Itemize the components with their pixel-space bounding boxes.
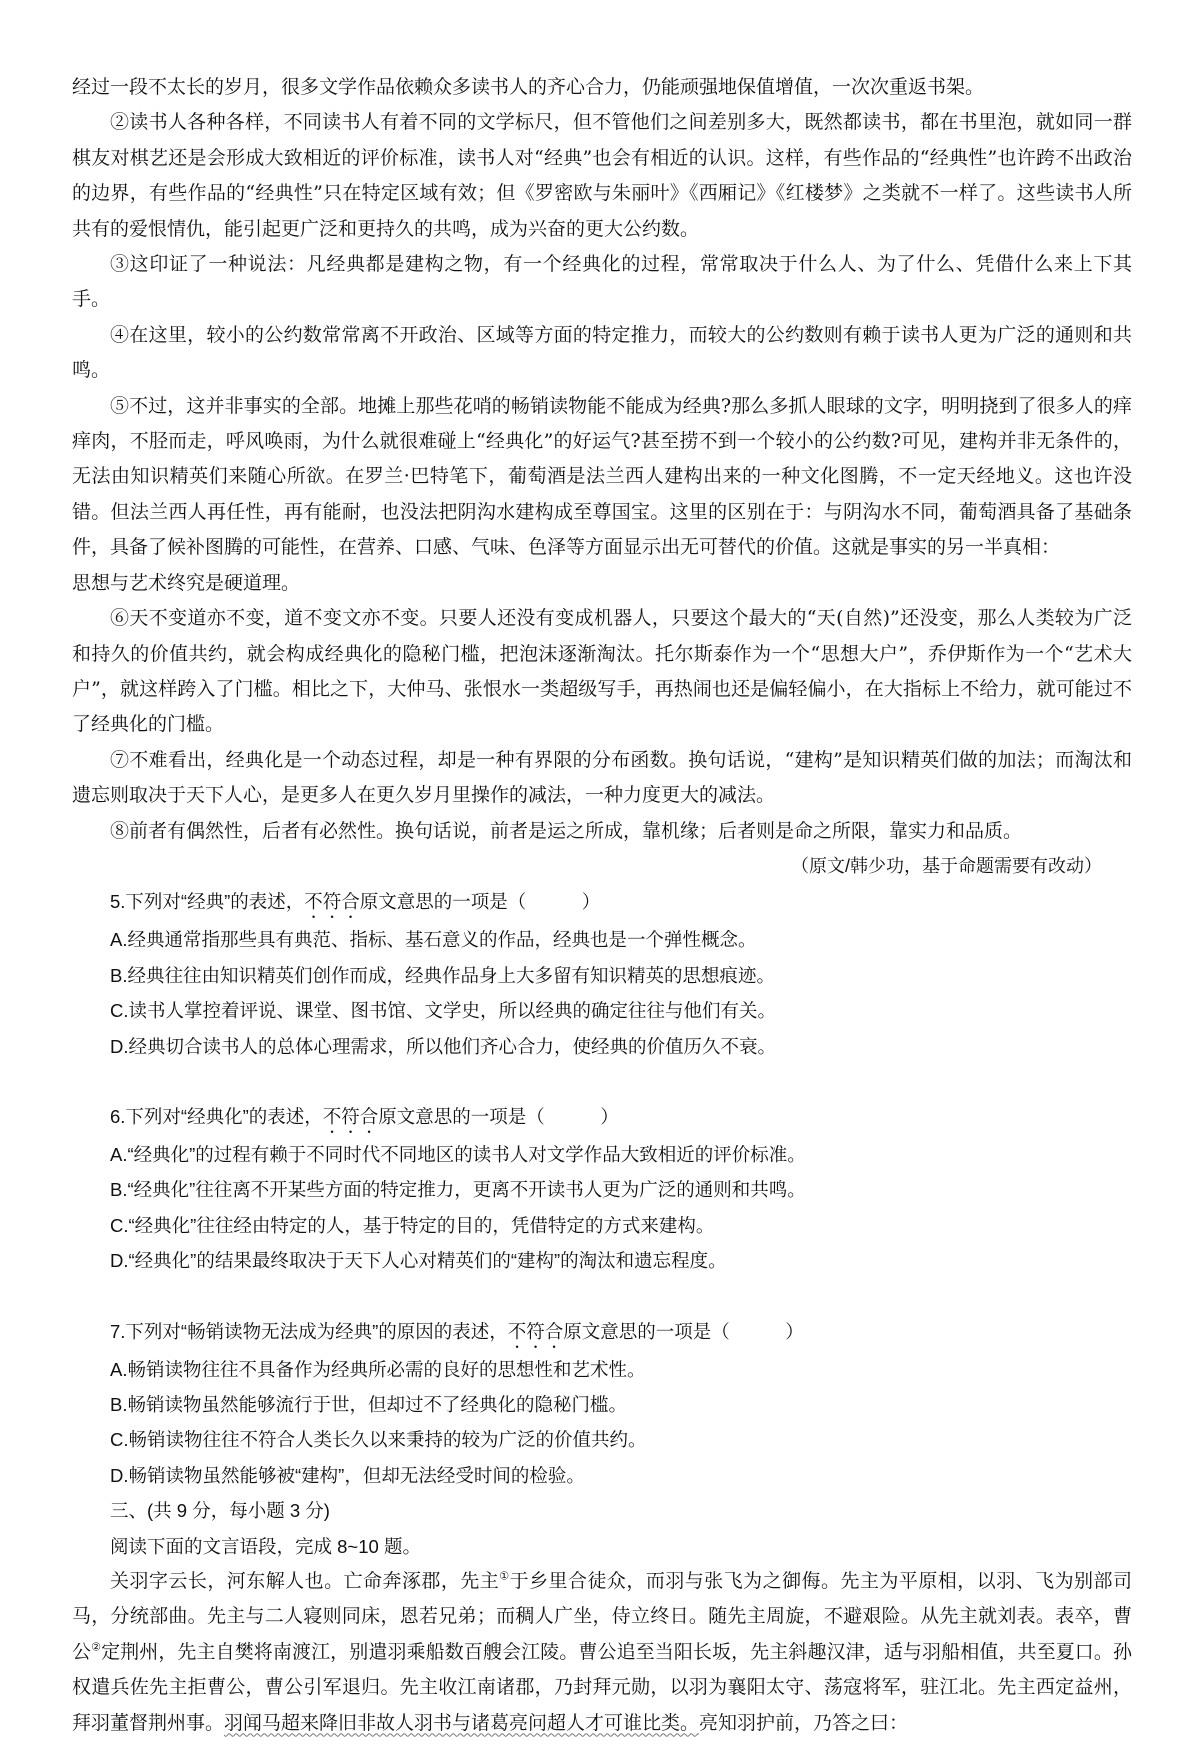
question-6-option-b: B.“经典化”往往离不开某些方面的特定推力，更离不开读书人更为广泛的通则和共鸣。 [110, 1179, 806, 1201]
passage-source: （原文/韩少功，基于命题需要有改动） [791, 855, 1102, 876]
spacer [72, 1064, 1132, 1099]
question-5-option-a: A.经典通常指那些具有典范、指标、基石意义的作品，经典也是一个弹性概念。 [110, 929, 757, 951]
passage-paragraph-8: ⑧前者有偶然性，后者有必然性。换句话说，前者是运之所成，靠机缘；后者则是命之所限，靠实力和品质。 [110, 819, 1023, 842]
classical-text-3: 定荆州，先主自樊将南渡江，别遣羽乘船数百艘会江陵。曹公追至当阳长坂，先主斜趣汉津，适与羽船相值，共至夏口。孙权遣兵佐先主拒曹公，曹公引军退归。先主收江南诸郡，乃封拜元勋，以羽为襄阳太守、荡寇将军，驻江北。先主西定益州，拜羽董督荆州事。 [72, 1640, 1132, 1734]
passage-paragraph-5-tail: 思想与艺术终究是硬道理。 [72, 571, 301, 594]
question-7 [72, 1314, 1132, 1494]
footnote-marker-1: ① [499, 1569, 510, 1583]
question-7-stem [72, 1314, 1132, 1352]
classical-passage [72, 1564, 1132, 1741]
question-6 [72, 1099, 1132, 1279]
question-7-option-c: C.畅销读物往往不符合人类长久以来秉持的较为广泛的价值共约。 [110, 1429, 647, 1451]
classical-text-2: 于乡里合徒众，而羽与张飞为之御侮。先主为平原相，以羽、飞为别部司马，分统部曲。先主与二人寝则同床，恩若兄弟；而稠人广坐，侍立终日。随先主周旋，不避艰险。从先主就刘表。表卒，曹公 [72, 1570, 1132, 1663]
passage-paragraph-5: ⑤不过，这并非事实的全部。地摊上那些花哨的畅销读物能不能成为经典?那么多抓人眼球的文字，明明挠到了很多人的痒痒肉，不胫而走，呼风唤雨，为什么就很难碰上“经典化”的好运气?甚至捞不到一个较小的公约数?可见，建构并非无条件的，无法由知识精英们来随心所欲。在罗兰·巴特笔下，葡萄酒是法兰西人建构出来的一种文化图腾，不一定天经地义。这也许没错。但法兰西人再任性，再有能耐，也没法把阴沟水建构成至尊国宝。这里的区别在于：与阴沟水不同，葡萄酒具备了基础条件，具备了候补图腾的可能性，在营养、口感、气味、色泽等方面显示出无可替代的价值。这就是事实的另一半真相： [72, 394, 1132, 559]
passage-intro-line: 经过一段不太长的岁月，很多文学作品依赖众多读书人的齐心合力，仍能顽强地保值增值，一次次重返书架。 [72, 76, 985, 98]
classical-text-4: 亮知羽护前，乃答之曰： [699, 1711, 909, 1734]
question-5-option-c: C.读书人掌控着评说、课堂、图书馆、文学史，所以经典的确定往往与他们有关。 [110, 1000, 777, 1022]
passage-paragraph-2: ②读书人各种各样，不同读书人有着不同的文学标尺，但不管他们之间差别多大，既然都读书，都在书里泡，就如同一群棋友对棋艺还是会形成大致相近的评价标准，读书人对“经典”也会有相近的认识。这样，有些作品的“经典性”也许跨不出政治的边界，有些作品的“经典性”只在特定区域有效；但《罗密欧与朱丽叶》《西厢记》《红楼梦》之类就不一样了。这些读书人所共有的爱恨情仇，能引起更广泛和更持久的共鸣，成为兴奋的更大公约数。 [72, 111, 1132, 240]
question-7-option-d: D.畅销读物虽然能够被“建构”，但却无法经受时间的检验。 [110, 1464, 585, 1486]
question-5-option-b: B.经典往往由知识精英们创作而成，经典作品身上大多留有知识精英的思想痕迹。 [110, 964, 775, 986]
passage-paragraph-4: ④在这里，较小的公约数常常离不开政治、区域等方面的特定推力，而较大的公约数则有赖于读书人更为广泛的通则和共鸣。 [72, 323, 1132, 382]
question-5-stem-end: 原文意思的一项是（ ） [359, 891, 601, 913]
question-7-emphasis: 不符合 [507, 1320, 564, 1342]
passage-paragraph-6: ⑥天不变道亦不变，道不变文亦不变。只要人还没有变成机器人，只要这个最大的“天(自然)”还没变，那么人类较为广泛和持久的价值共约，就会构成经典化的隐秘门槛，把泡沫逐渐淘汰。托尔斯泰作为一个“思想大户”，乔伊斯作为一个“艺术大户”，就这样跨入了门槛。相比之下，大仲马、张恨水一类超级写手，再热闹也还是偏轻偏小，在大指标上不给力，就可能过不了经典化的门槛。 [72, 607, 1132, 736]
question-6-option-a: A.“经典化”的过程有赖于不同时代不同地区的读书人对文学作品大致相近的评价标准。 [110, 1143, 806, 1165]
question-6-stem-end: 原文意思的一项是（ ） [378, 1105, 619, 1127]
exam-page [72, 70, 1132, 1741]
section-3-title: 三、(共 9 分，每小题 3 分) [110, 1500, 330, 1522]
question-7-option-a: A.畅销读物往往不具备作为经典所必需的良好的思想性和艺术性。 [110, 1358, 646, 1380]
section-3-instruction: 阅读下面的文言语段，完成 8~10 题。 [110, 1535, 421, 1557]
spacer [72, 1279, 1132, 1314]
passage-paragraph-7: ⑦不难看出，经典化是一个动态过程，却是一种有界限的分布函数。换句话说，“建构”是知识精英们做的加法；而淘汰和遗忘则取决于天下人心，是更多人在更久岁月里操作的减法，一种力度更大的减法。 [72, 748, 1132, 807]
question-7-stem-end: 原文意思的一项是（ ） [563, 1320, 804, 1342]
question-6-emphasis: 不符合 [322, 1105, 379, 1127]
question-5-emphasis: 不符合 [304, 891, 360, 913]
wavy-underlined-sentence: 羽闻马超来降旧非故人羽书与诸葛亮问超人才可谁比类。 [224, 1711, 700, 1734]
classical-text-1: 关羽字云长，河东解人也。亡命奔涿郡，先主 [110, 1570, 500, 1593]
footnote-marker-2: ② [91, 1640, 102, 1654]
question-6-option-d: D.“经典化”的结果最终取决于天下人心对精英们的“建构”的淘汰和遗忘程度。 [110, 1250, 727, 1272]
passage-paragraph-3: ③这印证了一种说法：凡经典都是建构之物，有一个经典化的过程，常常取决于什么人、为了什么、凭借什么来上下其手。 [72, 253, 1132, 311]
question-5-stem [72, 884, 1132, 922]
question-6-option-c: C.“经典化”往往经由特定的人，基于特定的目的，凭借特定的方式来建构。 [110, 1214, 715, 1236]
question-7-option-b: B.畅销读物虽然能够流行于世，但却过不了经典化的隐秘门槛。 [110, 1394, 627, 1415]
question-5-stem-text: 5.下列对“经典”的表述， [110, 891, 305, 913]
question-6-stem-text: 6.下列对“经典化”的表述， [110, 1105, 323, 1127]
question-7-stem-text: 7.下列对“畅销读物无法成为经典”的原因的表述， [110, 1320, 508, 1342]
question-6-stem [72, 1099, 1132, 1137]
question-5-option-d: D.经典切合读书人的总体心理需求，所以他们齐心合力，使经典的价值历久不衰。 [110, 1035, 777, 1057]
question-5 [72, 884, 1132, 1064]
